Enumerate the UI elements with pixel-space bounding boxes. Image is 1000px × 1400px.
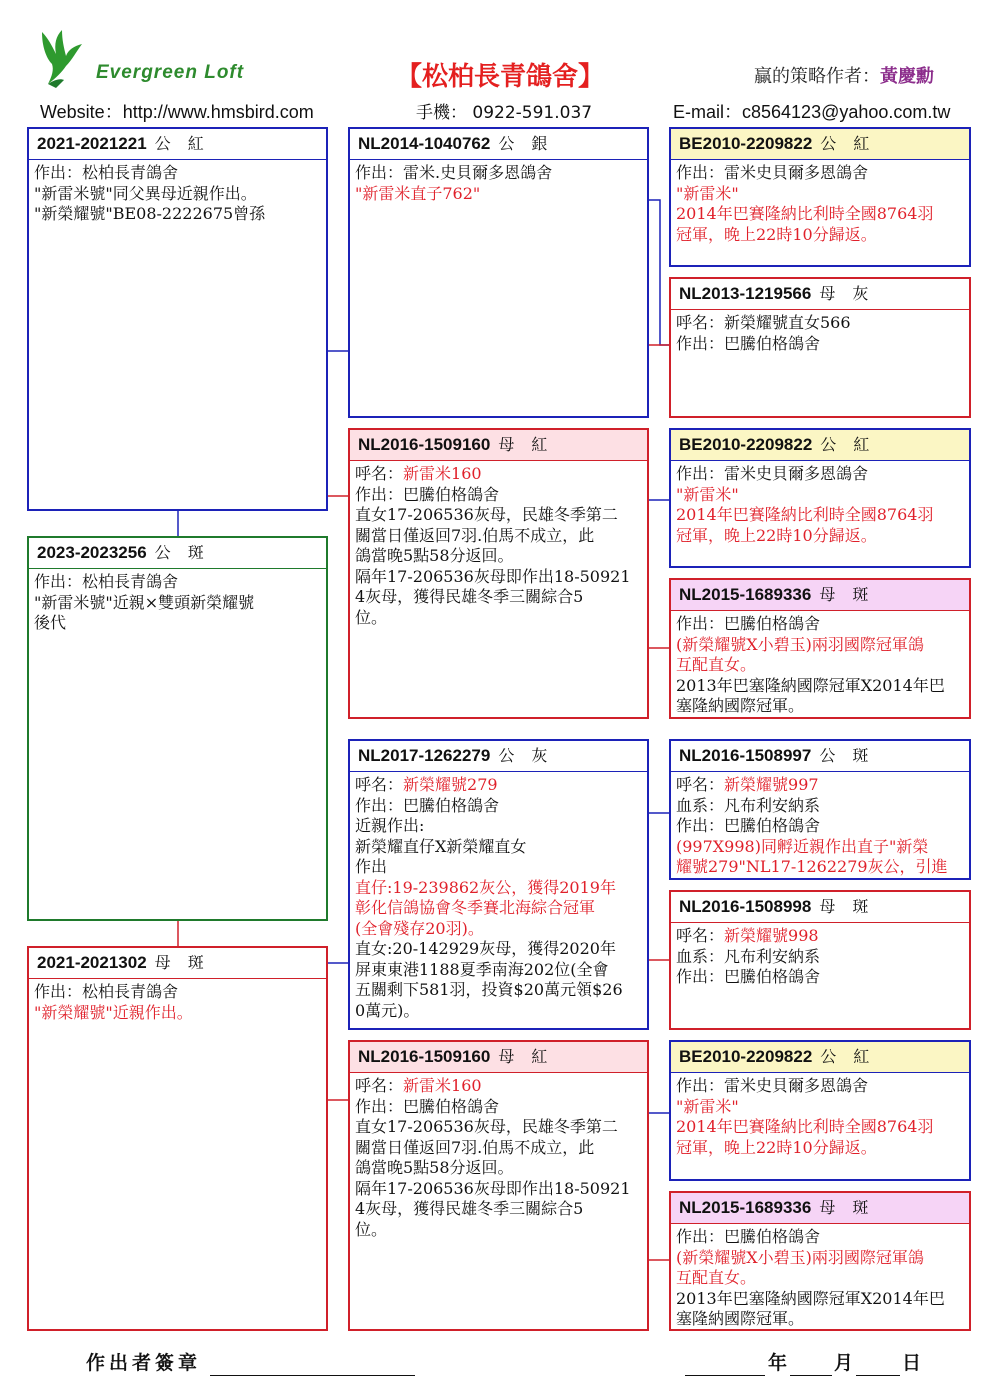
ring-number: NL2015-1689336 [679, 1198, 812, 1217]
subject-card[interactable] [27, 536, 328, 921]
year-label: 年 [768, 1352, 788, 1374]
sex-color: 公 紅 [820, 435, 876, 454]
note-line: 作出：巴騰伯格鴿舍 [676, 333, 821, 353]
card-notes [671, 1224, 969, 1330]
ring-number: BE2010-2209822 [679, 134, 813, 153]
sex-color: 公 斑 [154, 543, 210, 562]
note-line: 作出：雷米史貝爾多恩鴿舍 [676, 1076, 869, 1095]
phone-text: 手機： 0922-591.037 [416, 103, 593, 123]
card-header [671, 279, 969, 310]
card-notes [671, 160, 969, 245]
note-line: 後代 [34, 613, 67, 632]
note-line: "新雷米" [676, 183, 739, 203]
signature-line[interactable] [210, 1375, 415, 1376]
note-line: 2013年巴塞隆納國際冠軍X2014年巴 [676, 1288, 945, 1308]
ring-number: NL2016-1509160 [358, 435, 491, 454]
note-line: 位。 [355, 607, 388, 627]
note-line: 鴿當晚5點58分返回。 [355, 1158, 514, 1177]
note-line: 作出：巴騰伯格鴿舍 [355, 795, 500, 815]
note-line: "新雷米號"近親×雙頭新榮耀號 [34, 592, 255, 612]
note-line: 血系：凡布利安納系 [676, 946, 821, 966]
great-grandparent-card-5[interactable] [669, 739, 971, 880]
note-line: 4灰母，獲得民雄冬季三關綜合5 [355, 587, 584, 606]
sex-color: 公 灰 [498, 746, 554, 765]
grandparent-card-2[interactable] [348, 428, 649, 719]
note-line: 作出：雷米史貝爾多恩鴿舍 [676, 163, 869, 182]
note-line: "新榮耀號"近親作出。 [34, 1002, 193, 1022]
note-line: 關當日僅返回7羽.伯馬不成立，此 [355, 1137, 595, 1157]
day-label: 日 [902, 1352, 922, 1374]
ring-number: NL2013-1219566 [679, 284, 812, 303]
card-notes [29, 569, 326, 634]
logo-text: Evergreen Loft [96, 62, 245, 83]
note-line: "新榮耀號"BE08-2222675曾孫 [34, 204, 266, 223]
card-notes [671, 1073, 969, 1158]
sex-color: 公 銀 [498, 134, 554, 153]
note-line: 作出：巴騰伯格鴿舍 [355, 1096, 500, 1116]
note-line: 作出：巴騰伯格鴿舍 [355, 484, 500, 504]
ring-number: NL2016-1508997 [679, 746, 812, 765]
note-line: 呼名：新雷米160 [355, 1076, 482, 1095]
note-line: (全會殘存20羽)。 [355, 918, 484, 938]
card-notes [29, 979, 326, 1023]
note-line: 作出：松柏長青鴿舍 [34, 163, 179, 182]
note-line: 2013年巴塞隆納國際冠軍X2014年巴 [676, 675, 945, 695]
signature-label: 作出者簽章 [86, 1352, 202, 1374]
note-line: 直女17-206536灰母，民雄冬季第二 [355, 1117, 618, 1136]
note-line: 直女17-206536灰母，民雄冬季第二 [355, 505, 618, 524]
strategy-author: 黃慶勳 [880, 66, 934, 87]
great-grandparent-card-7[interactable] [669, 1040, 971, 1181]
card-notes [350, 160, 647, 204]
card-header [671, 580, 969, 611]
note-line: 作出：松柏長青鴿舍 [34, 982, 179, 1001]
card-header [671, 1193, 969, 1224]
ring-number: NL2014-1040762 [358, 134, 491, 153]
card-header [350, 129, 647, 160]
note-line: 冠軍，晚上22時10分歸返。 [676, 525, 877, 545]
ring-number: NL2016-1508998 [679, 897, 812, 916]
note-line: 彰化信鴿協會冬季賽北海綜合冠軍 [355, 898, 596, 917]
sex-color: 母 斑 [154, 953, 210, 972]
note-line: 作出：雷米.史貝爾多恩鴿舍 [355, 163, 553, 182]
note-line: 冠軍，晚上22時10分歸返。 [676, 1137, 877, 1157]
website-text: Website：http://www.hmsbird.com [40, 102, 314, 122]
sex-color: 公 斑 [819, 746, 875, 765]
dam-card[interactable] [27, 946, 328, 1331]
ring-number: NL2016-1509160 [358, 1047, 491, 1066]
day-line[interactable] [856, 1375, 900, 1376]
sex-color: 公 紅 [820, 1047, 876, 1066]
sex-color: 母 紅 [498, 435, 554, 454]
card-notes [671, 772, 969, 878]
sex-color: 母 斑 [819, 1198, 875, 1217]
subject-header [29, 538, 326, 569]
card-header [671, 129, 969, 160]
note-line: (新榮耀號X小碧玉)兩羽國際冠軍鴿 [676, 634, 924, 654]
ring-number: BE2010-2209822 [679, 1047, 813, 1066]
note-line: 五關剩下581羽，投資$20萬元領$26 [355, 980, 623, 999]
note-line: 作出：巴騰伯格鴿舍 [676, 614, 821, 633]
note-line: 塞隆納國際冠軍。 [676, 1309, 805, 1328]
card-header [671, 892, 969, 923]
note-line: 2014年巴賽隆納比利時全國8764羽 [676, 204, 934, 223]
great-grandparent-card-4[interactable] [669, 578, 971, 719]
ring-number: 2021-2021221 [37, 134, 147, 153]
note-line: 屏東東港1188夏季南海202位(全會 [355, 959, 609, 979]
note-line: 0萬元)。 [355, 1000, 420, 1020]
card-notes [350, 1073, 647, 1240]
note-line: 呼名：新榮耀號直女566 [676, 313, 851, 332]
note-line: 作出：巴騰伯格鴿舍 [676, 816, 821, 835]
note-line: 作出：巴騰伯格鴿舍 [676, 967, 821, 986]
card-notes [671, 611, 969, 717]
card-header [350, 1042, 647, 1073]
sex-color: 母 灰 [819, 284, 875, 303]
ring-number: NL2015-1689336 [679, 585, 812, 604]
great-grandparent-card-3[interactable] [669, 428, 971, 568]
note-line: 位。 [355, 1219, 388, 1239]
card-header [671, 430, 969, 461]
dam-header [29, 948, 326, 979]
sex-color: 母 紅 [498, 1047, 554, 1066]
great-grandparent-card-6[interactable] [669, 890, 971, 1030]
sex-color: 母 斑 [819, 585, 875, 604]
grandparent-card-3[interactable] [348, 739, 649, 1030]
note-line: (997X998)同孵近親作出直子"新榮 [676, 836, 929, 856]
note-line: 塞隆納國際冠軍。 [676, 696, 805, 715]
email-text: E-mail：c8564123@yahoo.com.tw [673, 102, 951, 122]
sire-header [29, 129, 326, 160]
note-line: 呼名：新榮耀號997 [676, 775, 819, 794]
month-line[interactable] [790, 1375, 832, 1376]
note-line: 作出：松柏長青鴿舍 [34, 572, 179, 591]
note-line: 耀號279"NL17-1262279灰公，引進 [676, 857, 948, 876]
grandparent-card-4[interactable] [348, 1040, 649, 1331]
grandparent-card-1[interactable] [348, 127, 649, 418]
strategy-label: 贏的策略作者： [754, 66, 880, 87]
note-line: 作出：雷米史貝爾多恩鴿舍 [676, 464, 869, 483]
note-line: 呼名：新榮耀號279 [355, 775, 498, 794]
note-line: 冠軍，晚上22時10分歸返。 [676, 224, 877, 244]
card-notes [671, 461, 969, 546]
note-line: 直仔:19-239862灰公，獲得2019年 [355, 877, 616, 897]
note-line: "新雷米直子762" [355, 183, 481, 203]
sex-color: 母 斑 [819, 897, 875, 916]
note-line: 呼名：新雷米160 [355, 464, 482, 483]
card-notes [671, 310, 969, 354]
card-notes [29, 160, 326, 225]
note-line: 互配直女。 [676, 1268, 757, 1287]
sex-color: 公 紅 [820, 134, 876, 153]
great-grandparent-card-8[interactable] [669, 1191, 971, 1331]
page-title: 【松柏長青鴿舍】 [395, 62, 604, 92]
note-line: 隔年17-206536灰母即作出18-50921 [355, 566, 631, 586]
note-line: (新榮耀號X小碧玉)兩羽國際冠軍鴿 [676, 1247, 924, 1267]
note-line: 近親作出: [355, 816, 425, 835]
note-line: 互配直女。 [676, 655, 757, 674]
note-line: "新雷米號"同父異母近親作出。 [34, 183, 257, 203]
ring-number: 2021-2021302 [37, 953, 147, 972]
note-line: 直女:20-142929灰母，獲得2020年 [355, 939, 616, 958]
ring-number: NL2017-1262279 [358, 746, 491, 765]
note-line: "新雷米" [676, 484, 739, 504]
note-line: "新雷米" [676, 1096, 739, 1116]
card-notes [350, 461, 647, 628]
card-header [350, 741, 647, 772]
note-line: 4灰母，獲得民雄冬季三關綜合5 [355, 1199, 584, 1218]
note-line: 呼名：新榮耀號998 [676, 926, 819, 945]
card-notes [671, 923, 969, 988]
note-line: 關當日僅返回7羽.伯馬不成立，此 [355, 525, 595, 545]
note-line: 新榮耀直仔X新榮耀直女 [355, 836, 527, 856]
note-line: 血系：凡布利安納系 [676, 795, 821, 815]
note-line: 2014年巴賽隆納比利時全國8764羽 [676, 1117, 934, 1136]
great-grandparent-card-2[interactable] [669, 277, 971, 418]
note-line: 作出：巴騰伯格鴿舍 [676, 1227, 821, 1246]
card-header [350, 430, 647, 461]
note-line: 隔年17-206536灰母即作出18-50921 [355, 1178, 631, 1198]
note-line: 作出 [355, 857, 388, 876]
ring-number: 2023-2023256 [37, 543, 147, 562]
card-notes [350, 772, 647, 1021]
ring-number: BE2010-2209822 [679, 435, 813, 454]
sire-card[interactable] [27, 127, 328, 511]
year-line[interactable] [685, 1375, 765, 1376]
note-line: 鴿當晚5點58分返回。 [355, 546, 514, 565]
sex-color: 公 紅 [154, 134, 210, 153]
note-line: 2014年巴賽隆納比利時全國8764羽 [676, 505, 934, 524]
great-grandparent-card-1[interactable] [669, 127, 971, 267]
month-label: 月 [834, 1352, 854, 1374]
card-header [671, 741, 969, 772]
card-header [671, 1042, 969, 1073]
